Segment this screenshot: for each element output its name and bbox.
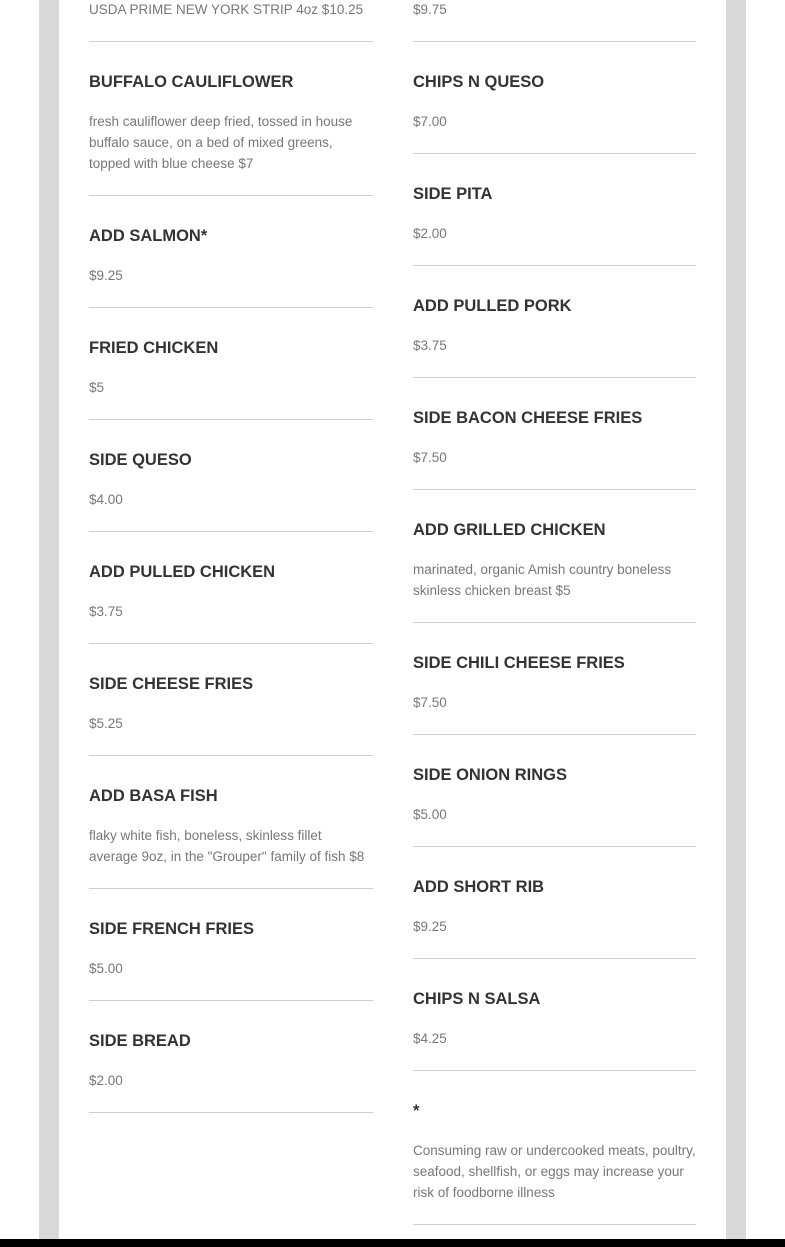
menu-item-price: $3.75 <box>413 338 447 353</box>
menu-item-name: ADD BASA FISH <box>89 787 218 805</box>
menu-item <box>89 0 373 42</box>
menu-item <box>413 765 696 847</box>
menu-item-price: $9.75 <box>413 2 447 17</box>
menu-item-name: SIDE CHILI CHEESE FRIES <box>413 654 625 672</box>
menu-item <box>413 1101 696 1225</box>
menu-item <box>413 520 696 623</box>
menu-item-name: SIDE BACON CHEESE FRIES <box>413 409 643 427</box>
menu-item <box>413 877 696 959</box>
menu-item <box>89 919 373 1001</box>
menu-item-price: $2.00 <box>413 226 447 241</box>
menu-item-description: marinated, organic Amish country boneless skinless chicken breast $5 <box>413 562 672 598</box>
food-safety-disclaimer: Consuming raw or undercooked meats, poultry, seafood, shellfish, or eggs may increase your risk of foodborne illness <box>413 1143 696 1200</box>
menu-item-name: SIDE FRENCH FRIES <box>89 920 255 938</box>
menu-item-price: $9.25 <box>413 919 447 934</box>
menu-item <box>89 338 373 420</box>
menu-item <box>89 674 373 756</box>
menu-item-name: CHIPS N QUESO <box>413 73 545 91</box>
menu-item-price: $4.00 <box>89 492 123 507</box>
menu-item <box>89 562 373 644</box>
menu-item <box>89 786 373 889</box>
menu-item-name: FRIED CHICKEN <box>89 339 219 357</box>
menu-item-name: ADD GRILLED CHICKEN <box>413 521 606 539</box>
menu-item-name: CHIPS N SALSA <box>413 990 541 1008</box>
menu-item-price: $5.00 <box>413 807 447 822</box>
menu-item-description: fresh cauliflower deep fried, tossed in house buffalo sauce, on a bed of mixed greens, topped with blue cheese $7 <box>89 114 353 171</box>
menu-item-name: ADD PULLED PORK <box>413 297 572 315</box>
menu-item <box>413 0 696 42</box>
menu-item-name: SIDE BREAD <box>89 1032 191 1050</box>
menu-item-price: $7.50 <box>413 450 447 465</box>
menu-item-price: $5.25 <box>89 716 123 731</box>
menu-item-name: ADD PULLED CHICKEN <box>89 563 276 581</box>
menu-item-price: $3.75 <box>89 604 123 619</box>
menu-item <box>413 408 696 490</box>
menu-item-name: SIDE PITA <box>413 185 493 203</box>
menu-item <box>413 184 696 266</box>
menu-item-name: SIDE ONION RINGS <box>413 766 568 784</box>
menu-item <box>89 226 373 308</box>
menu-item-description: flaky white fish, boneless, skinless fillet average 9oz, in the "Grouper" family of fish $8 <box>89 828 365 864</box>
menu-item-price: $4.25 <box>413 1031 447 1046</box>
menu-item-name: SIDE CHEESE FRIES <box>89 675 254 693</box>
menu-item-name: ADD SHORT RIB <box>413 878 545 896</box>
menu-item <box>413 296 696 378</box>
menu-item-name: BUFFALO CAULIFLOWER <box>89 73 294 91</box>
menu-item <box>413 72 696 154</box>
menu-item <box>89 450 373 532</box>
disclaimer-marker: * <box>413 1102 420 1120</box>
menu-item <box>413 653 696 735</box>
menu-item <box>89 72 373 196</box>
menu-item-price: $2.00 <box>89 1073 123 1088</box>
menu-item-description: USDA PRIME NEW YORK STRIP 4oz $10.25 <box>89 2 364 17</box>
menu-item-name: ADD SALMON* <box>89 227 208 245</box>
menu-item-name: SIDE QUESO <box>89 451 192 469</box>
menu-item <box>89 1031 373 1113</box>
menu-item-price: $5.00 <box>89 961 123 976</box>
bottom-bar <box>0 1239 785 1247</box>
menu-item-price: $5 <box>89 380 105 395</box>
menu-item-price: $7.50 <box>413 695 447 710</box>
menu-item <box>413 989 696 1071</box>
menu-item-price: $9.25 <box>89 268 123 283</box>
menu-item-price: $7.00 <box>413 114 447 129</box>
